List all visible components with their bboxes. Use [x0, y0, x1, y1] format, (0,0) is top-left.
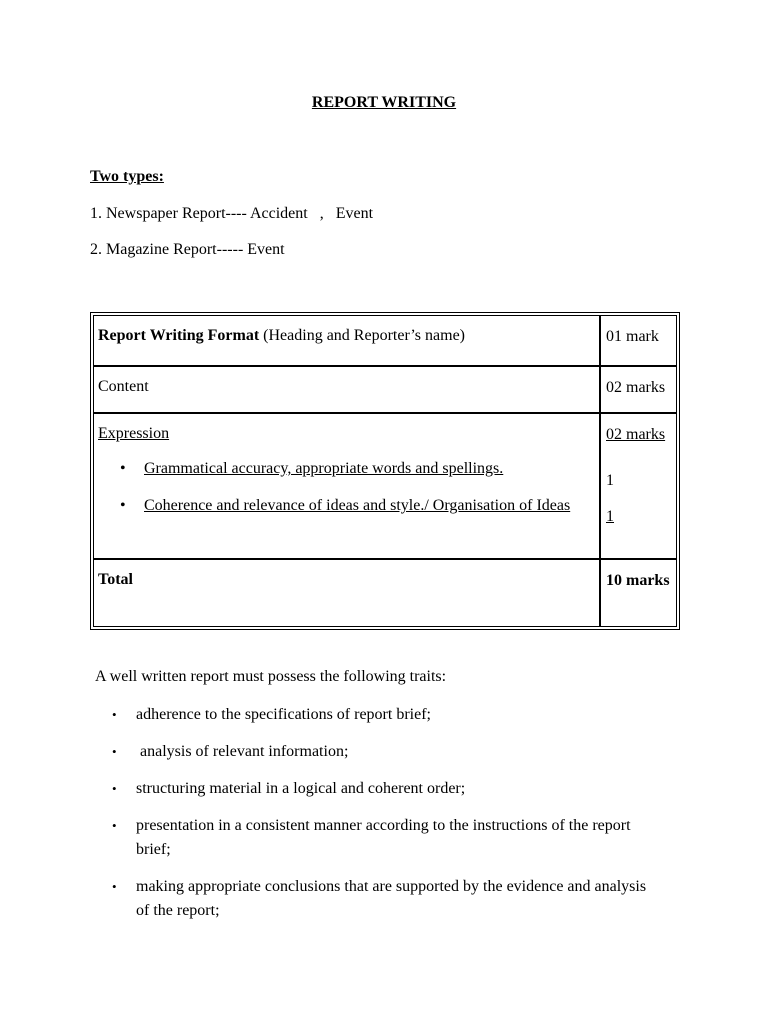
expression-marks: 02 marks: [606, 426, 666, 443]
total-label: Total: [98, 571, 133, 588]
bullet-icon: •: [112, 744, 117, 759]
content-label: Content: [98, 378, 149, 395]
expression-sub-item-coherence: Coherence and relevance of ideas and style./ Organisation of Ideas: [144, 497, 571, 514]
table-row-content: [94, 367, 676, 414]
list-item: [112, 703, 652, 727]
table-row-expression: [94, 414, 676, 560]
trait-text: adherence to the specifications of report brief;: [136, 706, 431, 723]
types-heading: Two types:: [90, 168, 164, 185]
list-item: [112, 875, 652, 923]
grammar-marks: 1: [606, 472, 614, 489]
expression-cell: [98, 422, 593, 531]
bullet-icon: •: [112, 781, 117, 796]
list-item: [98, 494, 593, 517]
expression-sub-list: [98, 457, 593, 517]
bullet-icon: •: [112, 707, 117, 722]
trait-text: structuring material in a logical and coherent order;: [136, 780, 466, 797]
type-item-magazine: 2. Magazine Report----- Event: [90, 241, 285, 258]
format-label: [98, 324, 593, 347]
type-item-newspaper: 1. Newspaper Report---- Accident , Event: [90, 205, 374, 222]
bullet-icon: •: [120, 460, 126, 477]
total-marks: 10 marks: [606, 572, 670, 589]
page-title: REPORT WRITING: [311, 94, 457, 111]
marking-scheme-table: [90, 312, 680, 630]
trait-text: making appropriate conclusions that are supported by the evidence and analysis of the report;: [136, 878, 647, 919]
trait-text: analysis of relevant information;: [136, 743, 349, 760]
table-row-format: [94, 316, 676, 367]
format-label-bold: Report Writing Format: [98, 327, 260, 344]
expression-marks-cell: [606, 422, 681, 525]
expression-label: Expression: [98, 425, 170, 442]
list-item: [112, 777, 652, 801]
list-item: [112, 814, 652, 862]
traits-intro: A well written report must possess the following traits:: [95, 668, 447, 685]
bullet-icon: •: [112, 818, 117, 833]
expression-sub-item-grammar: Grammatical accuracy, appropriate words and spellings.: [144, 460, 504, 477]
coherence-marks: 1: [606, 508, 614, 525]
format-marks: 01 mark: [606, 328, 659, 345]
list-item: [112, 740, 652, 764]
format-label-detail: (Heading and Reporter’s name): [259, 327, 466, 344]
bullet-icon: •: [112, 879, 117, 894]
table-row-total: [94, 560, 676, 628]
traits-list: [112, 703, 652, 936]
list-item: [98, 457, 593, 480]
bullet-icon: •: [120, 497, 126, 514]
trait-text: presentation in a consistent manner according to the instructions of the report brief;: [136, 817, 631, 858]
content-marks: 02 marks: [606, 379, 666, 396]
